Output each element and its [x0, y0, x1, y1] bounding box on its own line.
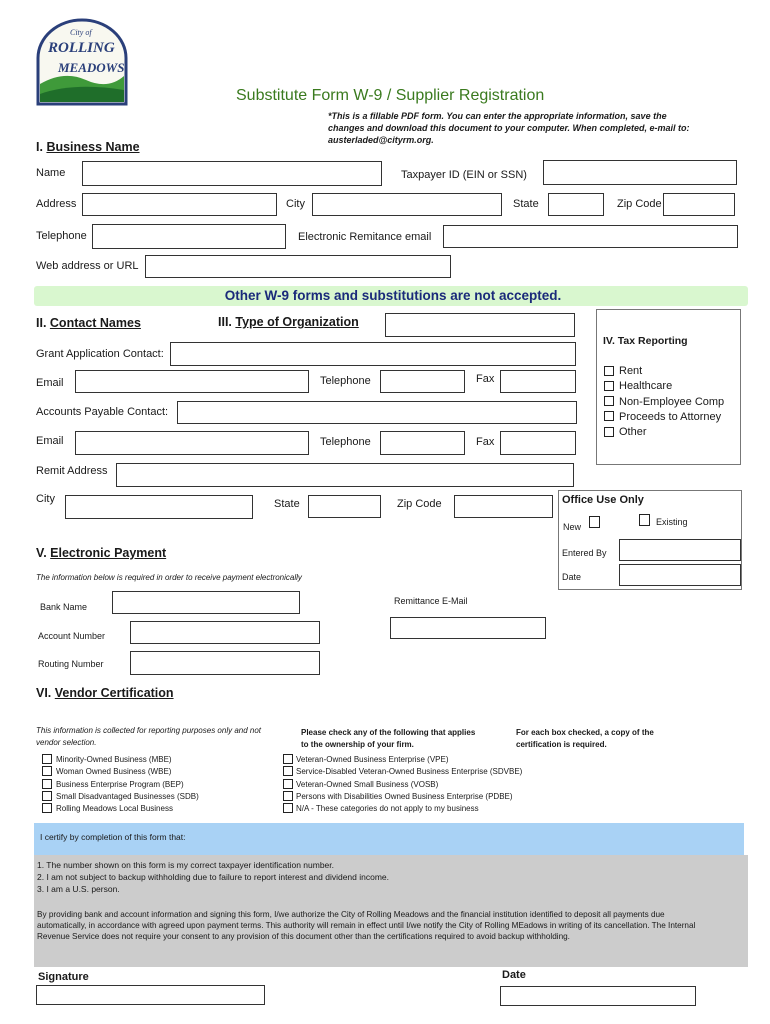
pdbe-label: Persons with Disabilities Owned Business Enterprise (PDBE) — [296, 792, 513, 801]
logo-line1: City of — [70, 28, 92, 37]
section1-title: Business Name — [46, 140, 140, 154]
vendor-note: This information is collected for reporting purposes only and not vendor selection. — [36, 726, 262, 747]
entered-by-field[interactable] — [619, 539, 741, 561]
remit-email-field[interactable] — [443, 225, 738, 248]
section2-number: II. — [36, 316, 47, 330]
page-title: Substitute Form W-9 / Supplier Registration — [236, 87, 545, 104]
vpe-label: Veteran-Owned Business Enterprise (VPE) — [296, 755, 449, 764]
date-field[interactable] — [500, 986, 696, 1006]
city2-label: City — [36, 493, 55, 505]
new-checkbox[interactable] — [589, 516, 600, 528]
web-field[interactable] — [145, 255, 451, 278]
entered-by-label: Entered By — [562, 548, 607, 558]
local-business-label: Rolling Meadows Local Business — [56, 804, 173, 813]
telephone3-field[interactable] — [380, 431, 465, 455]
bank-name-label: Bank Name — [40, 602, 88, 612]
fax2-field[interactable] — [500, 431, 576, 455]
telephone-field[interactable] — [92, 224, 286, 249]
ap-contact-label: Accounts Payable Contact: — [36, 406, 169, 418]
email-field[interactable] — [75, 370, 309, 393]
other-label: Other — [619, 426, 647, 438]
na-label: N/A - These categories do not apply to my business — [296, 804, 479, 813]
check-note: Please check any of the following that applies to the ownership of your firm. — [301, 728, 476, 749]
grant-contact-field[interactable] — [170, 342, 576, 366]
section3-heading — [218, 315, 359, 329]
rent-checkbox[interactable] — [604, 366, 614, 376]
logo-line2: ROLLING — [48, 40, 115, 56]
certify-item-1: 1. The number shown on this form is my correct taxpayer identification number. — [37, 860, 335, 870]
vpe-checkbox[interactable] — [283, 754, 293, 764]
ap-contact-field[interactable] — [177, 401, 577, 424]
grant-contact-label: Grant Application Contact: — [36, 348, 164, 360]
tax-reporting-heading: IV. Tax Reporting — [603, 335, 688, 347]
wbe-label: Woman Owned Business (WBE) — [56, 767, 172, 776]
telephone2-field[interactable] — [380, 370, 465, 393]
zip2-field[interactable] — [454, 495, 553, 518]
state-field[interactable] — [548, 193, 604, 216]
city-logo — [34, 18, 130, 108]
section5-number: V. — [36, 546, 47, 560]
office-use-heading: Office Use Only — [562, 494, 644, 506]
remittance-email-field[interactable] — [390, 617, 546, 639]
certify-item-3: 3. I am a U.S. person. — [37, 884, 120, 894]
logo-line3: MEADOWS — [58, 60, 125, 75]
payment-note: The information below is required in order to receive payment electronically — [36, 573, 302, 582]
other-checkbox[interactable] — [604, 427, 614, 437]
name-field[interactable] — [82, 161, 382, 186]
remit-address-field[interactable] — [116, 463, 574, 487]
city-field[interactable] — [312, 193, 502, 216]
email2-field[interactable] — [75, 431, 309, 455]
banner-text: Other W-9 forms and substitutions are not accepted. — [224, 288, 562, 303]
zip2-label: Zip Code — [397, 498, 442, 510]
office-date-field[interactable] — [619, 564, 741, 586]
name-label: Name — [36, 167, 66, 179]
section5-heading — [36, 546, 166, 560]
sdvbe-label: Service-Disabled Veteran-Owned Business Enterprise (SDVBE) — [296, 767, 523, 776]
telephone2-label: Telephone — [320, 375, 371, 387]
address-label: Address — [36, 198, 77, 210]
account-number-label: Account Number — [38, 631, 106, 641]
remit-address-label: Remit Address — [36, 465, 108, 477]
fax-field[interactable] — [500, 370, 576, 393]
na-checkbox[interactable] — [283, 803, 293, 813]
taxpayer-id-field[interactable] — [543, 160, 737, 185]
telephone-label: Telephone — [36, 230, 87, 242]
routing-number-field[interactable] — [130, 651, 320, 675]
remittance-email-label: Remittance E-Mail — [394, 596, 468, 606]
pdbe-checkbox[interactable] — [283, 791, 293, 801]
bank-name-field[interactable] — [112, 591, 300, 614]
existing-checkbox[interactable] — [639, 514, 650, 526]
city2-field[interactable] — [65, 495, 253, 519]
date-label: Date — [502, 969, 526, 981]
certify-item-2: 2. I am not subject to backup withholding due to failure to report interest and dividend income. — [37, 872, 390, 882]
copy-note: For each box checked, a copy of the certification is required. — [516, 728, 654, 749]
web-label: Web address or URL — [36, 260, 139, 272]
new-label: New — [563, 522, 582, 532]
healthcare-label: Healthcare — [619, 380, 673, 392]
certify-paragraph: By providing bank and account information and signing this form, I/we authorize the City of Rolling Meadows and the financial institution identified to deposit all payments due automatically, in accordance with agreed upon payment terms. This authority will remain in effect until I/we notify the City of Rolling MEadows in writing of its cancellation. The Internal Revenue Service does not require your consent to any provision of this document other than the certifications required to avoid backup withholding. — [37, 910, 696, 941]
remit-email-label: Electronic Remitance email — [298, 231, 432, 243]
section6-title: Vendor Certification — [54, 686, 174, 700]
section3-number: III. — [218, 315, 232, 329]
zip-field[interactable] — [663, 193, 735, 216]
taxpayer-id-label: Taxpayer ID (EIN or SSN) — [401, 169, 527, 181]
proceeds-attorney-checkbox[interactable] — [604, 411, 614, 421]
sdvbe-checkbox[interactable] — [283, 766, 293, 776]
telephone3-label: Telephone — [320, 436, 371, 448]
section1-heading — [36, 140, 140, 154]
zip-label: Zip Code — [617, 198, 662, 210]
bep-label: Business Enterprise Program (BEP) — [56, 780, 184, 789]
city-label: City — [286, 198, 305, 210]
bep-checkbox[interactable] — [42, 779, 52, 789]
mbe-checkbox[interactable] — [42, 754, 52, 764]
email-label: Email — [36, 377, 64, 389]
vosb-label: Veteran-Owned Small Business (VOSB) — [296, 780, 439, 789]
section6-number: VI. — [36, 686, 52, 700]
section1-number: I. — [36, 140, 43, 154]
state2-label: State — [274, 498, 300, 510]
section2-title: Contact Names — [49, 316, 141, 330]
fax2-label: Fax — [476, 436, 495, 448]
sdb-label: Small Disadvantaged Businesses (SDB) — [56, 792, 199, 801]
address-field[interactable] — [82, 193, 277, 216]
organization-type-field[interactable] — [385, 313, 575, 337]
account-number-field[interactable] — [130, 621, 320, 644]
wbe-checkbox[interactable] — [42, 766, 52, 776]
fax-label: Fax — [476, 373, 495, 385]
section6-heading — [36, 686, 174, 700]
routing-number-label: Routing Number — [38, 659, 104, 669]
proceeds-attorney-label: Proceeds to Attorney — [619, 411, 722, 423]
instructions: *This is a fillable PDF form. You can enter the appropriate information, save the changes and download this document to your computer. When completed, e-mail to: austerladed@cityrm.org. — [328, 111, 690, 145]
rent-label: Rent — [619, 365, 643, 377]
section5-title: Electronic Payment — [50, 546, 167, 560]
non-employee-comp-checkbox[interactable] — [604, 396, 614, 406]
certify-heading: I certify by completion of this form that: — [40, 832, 186, 842]
signature-field[interactable] — [36, 985, 265, 1005]
existing-label: Existing — [656, 517, 688, 527]
state2-field[interactable] — [308, 495, 381, 518]
sdb-checkbox[interactable] — [42, 791, 52, 801]
email2-label: Email — [36, 435, 64, 447]
state-label: State — [513, 198, 539, 210]
mbe-label: Minority-Owned Business (MBE) — [56, 755, 172, 764]
signature-label: Signature — [38, 971, 89, 983]
vosb-checkbox[interactable] — [283, 779, 293, 789]
office-date-label: Date — [562, 572, 582, 582]
non-employee-comp-label: Non-Employee Comp — [619, 396, 725, 408]
section2-heading — [36, 316, 141, 330]
section3-title: Type of Organization — [235, 315, 359, 329]
local-business-checkbox[interactable] — [42, 803, 52, 813]
healthcare-checkbox[interactable] — [604, 381, 614, 391]
